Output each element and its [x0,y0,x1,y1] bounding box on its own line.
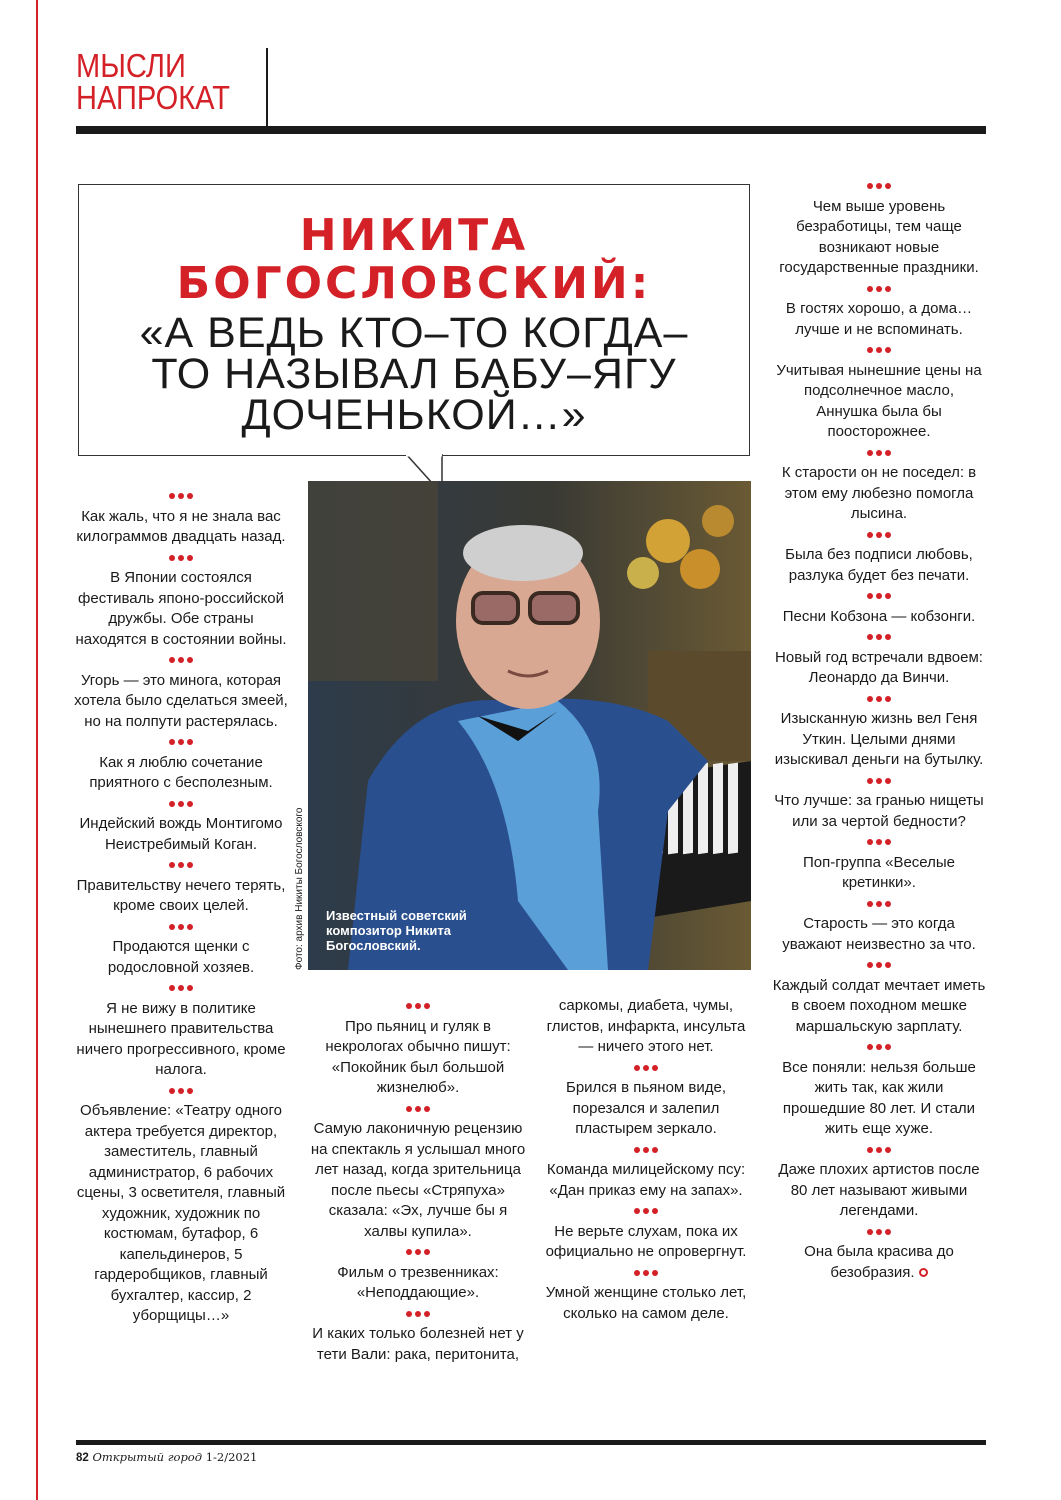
aphorism: Она была красива до безобразия. [804,1243,954,1281]
separator-dots [310,1304,526,1325]
separator-dots [310,1099,526,1120]
aphorism: Учитывая нынешние цены на подсолнечное масло, Аннушка была бы поосторожнее. [776,361,982,440]
top-rule [76,126,986,134]
page-number: 82 [76,1452,89,1464]
aphorism: Угорь — это минога, которая хотела было сделаться змеей, но на полпути растерялась. [74,671,288,730]
separator-dots [772,176,986,197]
aphorism: Как жаль, что я не знала вас килограммов двадцать назад. [76,507,286,545]
aphorism: Продаются щенки с родословной хозяев. [107,938,255,976]
aphorism: Песни Кобзона — кобзонги. [782,607,976,625]
section-title-line1: МЫСЛИ [76,47,186,84]
aphorism: Объявление: «Театру одного актера требуется директор, заместитель, главный администратор, 6 рабочих сцены, 3 осветителя, главный художник, художник по костюмам, бутафор, 6 капельдинеров, 5 гардеробщиков, главный бухгалтер, кассир, 2 уборщицы…» [76,1102,286,1324]
aphorism: В гостях хорошо, а дома… лучше и не вспоминать. [785,300,973,338]
separator-dots [74,548,288,569]
aphorism: Правительству нечего терять, кроме своих целей. [76,876,286,914]
aphorism: Все поняли: нельзя больше жить так, как жили прошедшие 80 лет. И стали жить еще хуже. [782,1058,976,1137]
aphorism: Брился в пьяном виде, порезался и залепил пластырем зеркало. [565,1079,727,1137]
section-title-line2: НАПРОКАТ [76,79,230,116]
separator-dots [772,689,986,710]
composer-photo [308,481,751,970]
aphorism: Не верьте слухам, пока их официально не опровергнут. [545,1222,747,1260]
aphorism: И каких только болезней нет у тети Вали: рака, перитонита, [312,1325,524,1363]
separator-dots [772,586,986,607]
separator-dots [772,279,986,300]
separator-dots [540,1058,752,1079]
margin-red-line [36,0,38,1500]
separator-dots [74,794,288,815]
separator-dots [74,1081,288,1102]
aphorism: Старость — это когда уважают неизвестно за что. [782,915,976,953]
aphorism: Самую лаконичную рецензию на спектакль я услышал много лет назад, когда зрительница после пьесы «Стряпуха» сказала: «Эх, лучше бы я халвы купила». [310,1120,526,1240]
photo-caption: Известный советский композитор Никита Богословский. [326,908,467,953]
aphorism: Про пьяниц и гуляк в некрологах обычно пишут: «Покойник был большой жизнелюб». [325,1017,511,1096]
page-footer [76,1450,257,1464]
aphorism: Каждый солдат мечтает иметь в своем походном мешке маршальскую зарплату. [772,976,986,1035]
aphorism: Индейский вождь Монтигомо Неистребимый Коган. [79,815,283,853]
column-left [74,486,288,1327]
separator-dots [74,978,288,999]
aphorism: Была без подписи любовь, разлука будет без печати. [785,546,973,584]
aphorism: В Японии состоялся фестиваль японо-российской дружбы. Обе страны находятся в состоянии войны. [75,569,287,648]
separator-dots [772,955,986,976]
separator-dots [540,1263,752,1284]
headline-quote-line2: ТО НАЗЫВАЛ БАБУ–ЯГУ [151,350,677,398]
separator-dots [772,525,986,546]
column-right [772,176,986,1283]
separator-dots [74,650,288,671]
end-mark-icon [919,1268,928,1277]
aphorism: Как я люблю сочетание приятного с бесполезным. [89,753,273,791]
separator-dots [540,1201,752,1222]
separator-dots [772,894,986,915]
separator-dots [772,832,986,853]
aphorism: Команда милицейскому псу: «Дан приказ ему на запах». [546,1161,746,1199]
separator-dots [74,855,288,876]
issue-number: 1-2/2021 [205,1450,258,1464]
separator-dots [772,771,986,792]
headline-quote-line3: ДОЧЕНЬКОЙ…» [241,391,587,439]
separator-dots [74,917,288,938]
separator-dots [74,486,288,507]
separator-dots [772,1037,986,1058]
section-divider [266,48,268,126]
aphorism: Новый год встречали вдвоем: Леонардо да Винчи. [775,648,983,686]
headline-quote-line1: «А ВЕДЬ КТО–ТО КОГДА– [139,309,689,357]
separator-dots [540,1140,752,1161]
section-title [76,47,230,116]
separator-dots [772,443,986,464]
aphorism: Изысканную жизнь вел Геня Уткин. Целыми днями изыскивал деньги на бутылку. [774,710,984,768]
aphorism: Даже плохих артистов после 80 лет называют живыми легендами. [778,1161,980,1219]
aphorism: Что лучше: за гранью нищеты или за чертой бедности? [774,792,984,830]
separator-dots [772,627,986,648]
bottom-rule [76,1440,986,1445]
separator-dots [772,1140,986,1161]
separator-dots [772,1222,986,1243]
aphorism: Поп-группа «Веселые кретинки». [802,853,956,891]
separator-dots [74,732,288,753]
separator-dots [310,1242,526,1263]
separator-dots [772,340,986,361]
separator-dots [310,996,526,1017]
aphorism: Я не вижу в политике нынешнего правительства ничего прогрессивного, кроме налога. [76,999,286,1078]
photo-credit: Фото: архив Никиты Богословского [294,807,305,970]
column-middle-2 [540,996,752,1324]
aphorism: Чем выше уровень безработицы, тем чаще возникают новые государственные праздники. [779,197,979,276]
aphorism: К старости он не поседел: в этом ему любезно помогла лысина. [781,464,977,522]
magazine-name: Открытый город [92,1450,203,1464]
aphorism: саркомы, диабета, чумы, глистов, инфаркта, инсульта — ничего этого нет. [546,997,746,1055]
aphorism: Фильм о трезвенниках: «Неподдающие». [337,1263,499,1301]
column-middle-1 [310,996,526,1365]
aphorism: Умной женщине столько лет, сколько на самом деле. [545,1284,747,1322]
headline-name-line2: БОГОСЛОВСКИЙ: [176,258,652,309]
headline-name-line1: НИКИТА [299,210,529,261]
